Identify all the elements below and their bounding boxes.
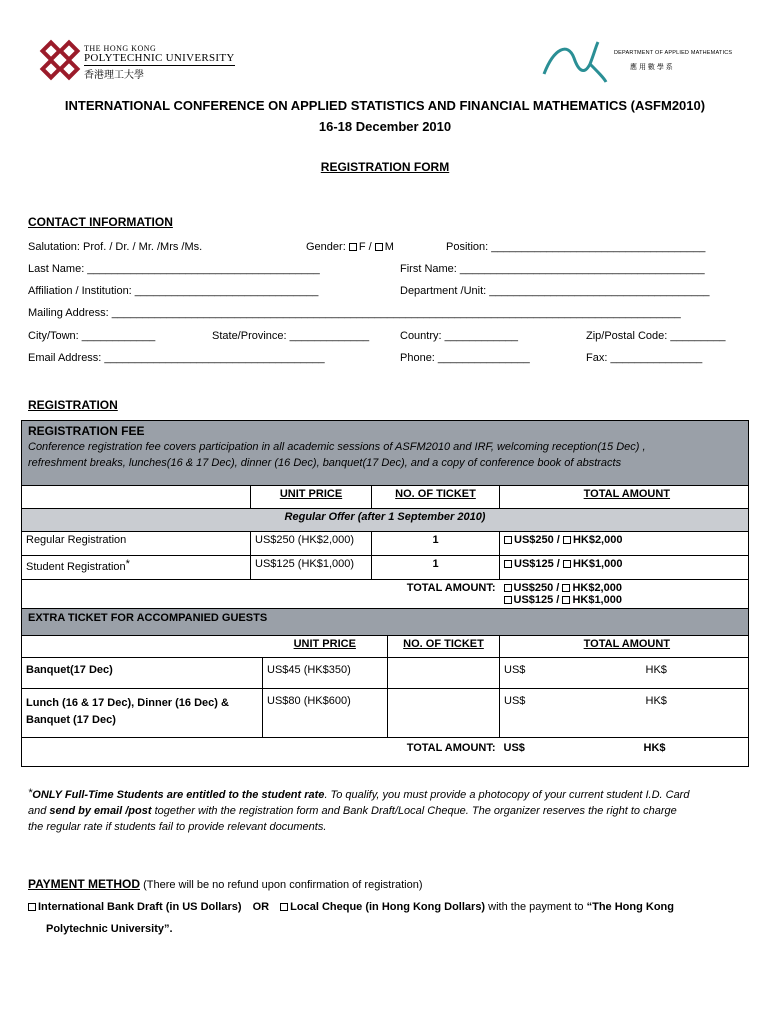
fee-info-row <box>22 421 749 486</box>
note-text2a: and <box>28 805 50 817</box>
regular-hkd-checkbox[interactable] <box>563 536 571 544</box>
payment-note: (There will be no refund upon confirmation of registration) <box>140 879 423 891</box>
zip-field[interactable]: Zip/Postal Code: _________ <box>586 330 726 342</box>
student-star: * <box>125 558 130 570</box>
salutation-field[interactable]: Salutation: Prof. / Dr. / Mr. /Mrs /Ms. <box>28 241 203 253</box>
dept-name-chinese: 應 用 數 學 系 <box>630 64 673 71</box>
registration-total-label: TOTAL AMOUNT: <box>22 580 500 615</box>
table-row <box>22 658 749 689</box>
lunch-dinner-total-usd: US$ <box>504 695 526 707</box>
gender-male-checkbox[interactable] <box>375 243 383 251</box>
table-row <box>22 689 749 738</box>
extra-total-value[interactable] <box>500 738 749 767</box>
extra-total-row <box>22 738 749 767</box>
contact-heading: CONTACT INFORMATION <box>28 215 173 229</box>
lunch-dinner-label-line1: Lunch (16 & 17 Dec), Dinner (16 Dec) & <box>26 697 229 709</box>
city-field[interactable]: City/Town: ____________ <box>28 330 156 342</box>
extra-col-unit-price: UNIT PRICE <box>263 636 388 658</box>
last-name-field[interactable]: Last Name: ______________________________________ <box>28 263 320 275</box>
note-bold-students: ONLY Full-Time Students are entitled to the student rate <box>32 789 325 801</box>
payment-heading: PAYMENT METHOD <box>28 877 141 891</box>
payment-method-line <box>28 877 423 891</box>
lunch-dinner-unit-price: US$80 (HK$600) <box>263 689 388 738</box>
student-rate-note <box>28 785 689 835</box>
extra-total-usd: US$ <box>503 742 525 754</box>
dept-wave-icon <box>540 38 610 84</box>
fee-heading: REGISTRATION FEE <box>28 424 145 438</box>
note-star: * <box>28 787 33 799</box>
phone-field[interactable]: Phone: _______________ <box>400 352 530 364</box>
extra-col-total-amount: TOTAL AMOUNT <box>500 636 749 658</box>
extra-col-no-ticket: NO. OF TICKET <box>388 636 500 658</box>
col-total-amount: TOTAL AMOUNT <box>500 486 749 509</box>
polyu-name-line2: POLYTECHNIC UNIVERSITY <box>84 52 235 64</box>
student-ticket-count[interactable]: 1 <box>372 556 500 580</box>
conference-dates: 16-18 December 2010 <box>318 119 452 134</box>
extra-ticket-table <box>21 608 749 767</box>
note-text3: the regular rate if students fail to provide relevant documents. <box>28 821 327 833</box>
gender-female-label: F / <box>358 241 372 253</box>
regular-unit-price: US$250 (HK$2,000) <box>251 532 372 556</box>
table-row <box>22 532 749 556</box>
local-cheque-checkbox[interactable] <box>280 903 288 911</box>
col-unit-price: UNIT PRICE <box>251 486 372 509</box>
regular-total-usd: US$250 / <box>514 534 560 546</box>
total-hkd2000-checkbox[interactable] <box>562 584 570 592</box>
extra-heading-row <box>22 609 749 636</box>
country-field[interactable]: Country: ____________ <box>400 330 519 342</box>
regular-offer-label: Regular Offer (after 1 September 2010) <box>22 509 749 532</box>
registration-fee-table <box>21 420 749 615</box>
total-hkd1000: HK$1,000 <box>572 594 622 606</box>
banquet-total-usd: US$ <box>504 664 526 676</box>
total-usd250-checkbox[interactable] <box>504 584 512 592</box>
gender-label: Gender: <box>306 241 346 253</box>
student-registration-text: Student Registration <box>26 561 126 573</box>
regular-total-hkd: HK$2,000 <box>572 534 623 546</box>
department-field[interactable]: Department /Unit: ____________________________________ <box>400 285 710 297</box>
fee-description-line2: refreshment breaks, lunches(16 & 17 Dec), dinner (16 Dec), banquet(17 Dec), and a copy of conference book of abstracts <box>28 457 622 469</box>
or-label: OR <box>252 901 270 913</box>
lunch-dinner-total[interactable] <box>500 689 749 738</box>
fax-field[interactable]: Fax: _______________ <box>586 352 703 364</box>
student-unit-price: US$125 (HK$1,000) <box>251 556 372 580</box>
extra-column-headers <box>22 636 749 658</box>
lunch-dinner-label <box>22 689 263 738</box>
total-hkd1000-checkbox[interactable] <box>562 596 570 604</box>
fee-description-line1: Conference registration fee covers participation in all academic sessions of ASFM2010 and IRF, welcoming reception(15 Dec) , <box>28 441 646 453</box>
regular-total <box>500 532 749 556</box>
payment-with-text: with the payment to <box>485 901 587 913</box>
extra-heading: EXTRA TICKET FOR ACCOMPANIED GUESTS <box>22 609 749 636</box>
payee-line2: Polytechnic University”. <box>46 923 173 935</box>
payment-options-line <box>28 901 674 913</box>
table-row <box>22 556 749 580</box>
mailing-address-field[interactable]: Mailing Address: _____________________________________________________________________________________________ <box>28 307 681 319</box>
extra-total-label: TOTAL AMOUNT: <box>22 738 500 767</box>
state-field[interactable]: State/Province: _____________ <box>212 330 370 342</box>
banquet-total-hkd: HK$ <box>645 664 667 676</box>
regular-ticket-count[interactable]: 1 <box>372 532 500 556</box>
student-total-hkd: HK$1,000 <box>572 558 623 570</box>
extra-total-hkd: HK$ <box>643 742 666 754</box>
form-title: REGISTRATION FORM <box>320 160 450 174</box>
total-usd125-checkbox[interactable] <box>504 596 512 604</box>
polyu-emblem-icon <box>38 38 82 82</box>
offer-row <box>22 509 749 532</box>
note-text2b: together with the registration form and Bank Draft/Local Cheque. The organizer reserves the right to charge <box>151 805 677 817</box>
total-hkd2000: HK$2,000 <box>572 582 622 594</box>
regular-registration-label: Regular Registration <box>22 532 251 556</box>
total-usd125: US$125 / <box>513 594 560 606</box>
student-registration-label <box>22 556 251 580</box>
banquet-ticket-count[interactable] <box>388 658 500 689</box>
regular-usd-checkbox[interactable] <box>504 536 512 544</box>
banquet-label: Banquet(17 Dec) <box>22 658 263 689</box>
email-field[interactable]: Email Address: ____________________________________ <box>28 352 325 364</box>
bank-draft-checkbox[interactable] <box>28 903 36 911</box>
gender-field[interactable] <box>306 241 394 253</box>
first-name-field[interactable]: First Name: ________________________________________ <box>400 263 705 275</box>
banquet-unit-price: US$45 (HK$350) <box>263 658 388 689</box>
dept-name-english: DEPARTMENT OF APPLIED MATHEMATICS <box>614 50 733 56</box>
payee-line1: “The Hong Kong <box>586 901 674 913</box>
bank-draft-label: International Bank Draft (in US Dollars) <box>38 901 242 913</box>
registration-heading: REGISTRATION <box>28 398 118 412</box>
note-text1: . To qualify, you must provide a photocopy of your current student I.D. Card <box>324 789 690 801</box>
lunch-dinner-label-line2: Banquet (17 Dec) <box>26 714 116 726</box>
lunch-dinner-total-hkd: HK$ <box>645 695 667 707</box>
col-no-ticket: NO. OF TICKET <box>372 486 500 509</box>
student-hkd-checkbox[interactable] <box>563 560 571 568</box>
student-total-usd: US$125 / <box>514 558 560 570</box>
student-total <box>500 556 749 580</box>
affiliation-field[interactable]: Affiliation / Institution: ______________________________ <box>28 285 319 297</box>
local-cheque-label: Local Cheque (in Hong Kong Dollars) <box>290 901 486 913</box>
lunch-dinner-ticket-count[interactable] <box>388 689 500 738</box>
note-bold-send: send by email /post <box>49 805 152 817</box>
fee-column-headers <box>22 486 749 509</box>
total-usd250: US$250 / <box>513 582 560 594</box>
conference-title: INTERNATIONAL CONFERENCE ON APPLIED STATISTICS AND FINANCIAL MATHEMATICS (ASFM2010) <box>64 98 706 113</box>
banquet-total[interactable] <box>500 658 749 689</box>
polyu-name-chinese: 香港理工大學 <box>84 70 144 81</box>
polyu-name-line1: THE HONG KONG <box>84 44 157 53</box>
gender-female-checkbox[interactable] <box>349 243 357 251</box>
position-field[interactable]: Position: ___________________________________ <box>446 241 706 253</box>
student-usd-checkbox[interactable] <box>504 560 512 568</box>
gender-male-label: M <box>384 241 394 253</box>
